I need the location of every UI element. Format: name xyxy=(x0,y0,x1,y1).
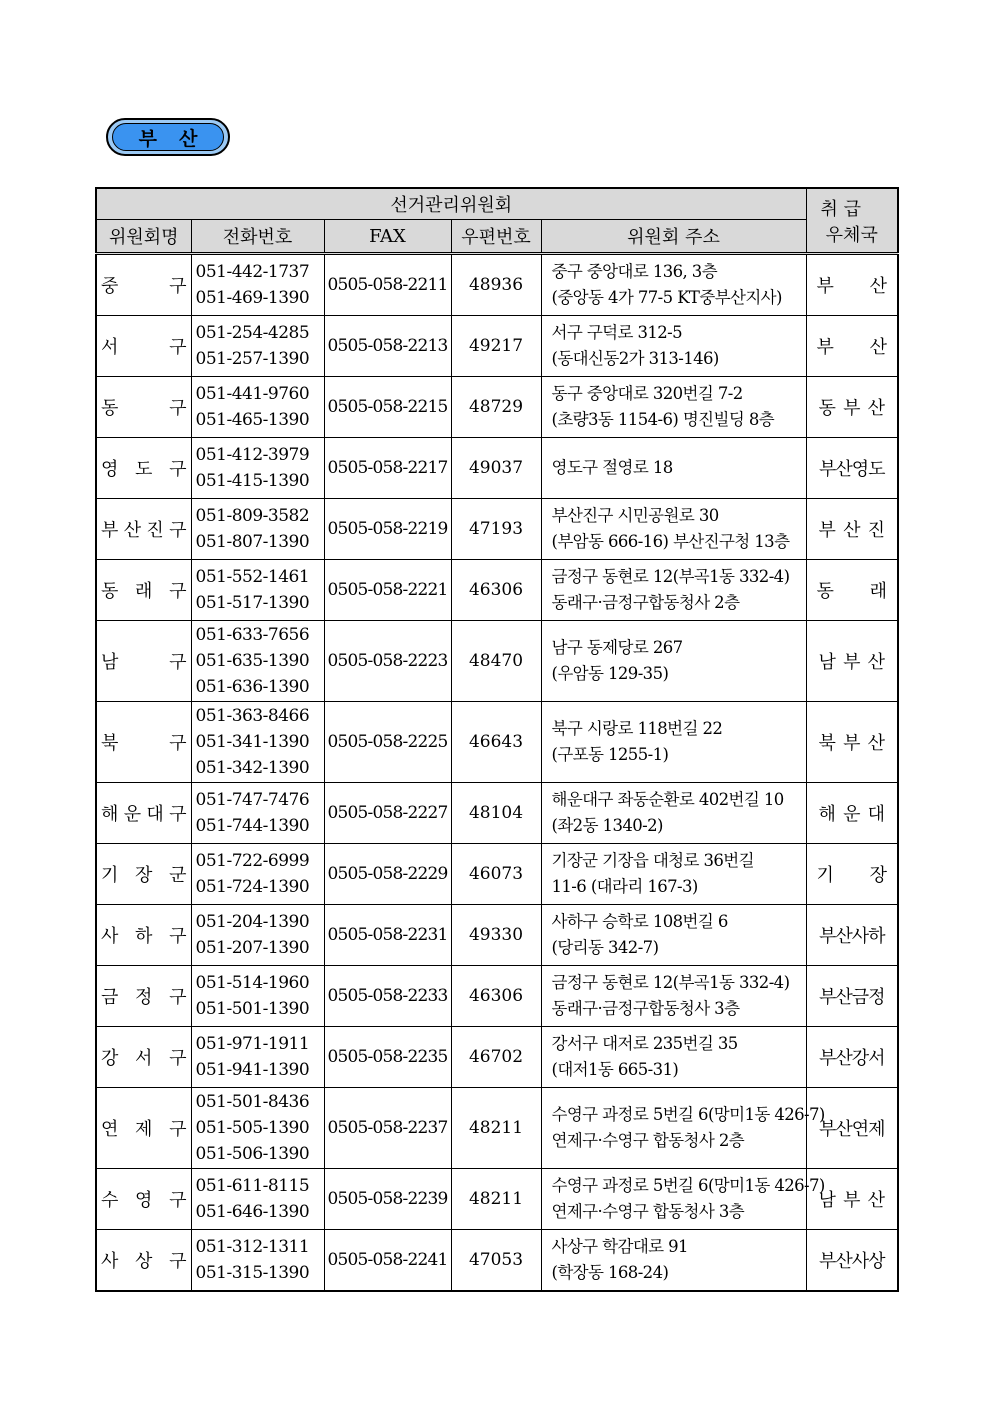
committee-name-char: 동 xyxy=(101,398,119,419)
address-cell xyxy=(541,905,806,966)
zip-cell: 46073 xyxy=(451,844,541,905)
committee-name-char: 구 xyxy=(169,1119,187,1140)
address-line: 사상구 학감대로 91 xyxy=(551,1237,688,1256)
phone-cell xyxy=(191,254,324,316)
post-office-char: 운 xyxy=(843,804,861,825)
address-line: 기장군 기장읍 대청로 36번길 xyxy=(551,851,754,870)
phone-number: 051-744-1390 xyxy=(195,816,310,836)
zip-cell: 46643 xyxy=(451,702,541,783)
phone-cell xyxy=(191,316,324,377)
committee-name-char: 구 xyxy=(169,1190,187,1211)
committee-name-char: 구 xyxy=(169,398,187,419)
committee-name-char: 구 xyxy=(169,733,187,754)
address-line: 금정구 동현로 12(부곡1동 332-4) xyxy=(551,973,790,992)
fax-cell: 0505-058-2219 xyxy=(324,499,451,560)
address-line: 금정구 동현로 12(부곡1동 332-4) xyxy=(551,567,790,586)
phone-number: 051-207-1390 xyxy=(195,938,310,958)
table-row xyxy=(96,316,898,377)
phone-cell xyxy=(191,621,324,702)
address-cell xyxy=(541,1088,825,1169)
zip-cell: 48470 xyxy=(451,621,541,702)
address-line: (당리동 342-7) xyxy=(551,938,659,957)
post-office-char: 산 xyxy=(843,520,861,541)
committee-name-char: 연 xyxy=(101,1119,119,1140)
phone-number: 051-363-8466 xyxy=(195,706,310,726)
zip-cell: 46702 xyxy=(451,1027,541,1088)
table-row xyxy=(96,499,898,560)
address-cell xyxy=(541,316,806,377)
address-line: 북구 시랑로 118번길 22 xyxy=(551,719,723,738)
phone-number: 051-505-1390 xyxy=(195,1118,310,1138)
address-cell xyxy=(541,783,806,844)
committee-name-char: 구 xyxy=(169,520,187,541)
table-row xyxy=(96,905,898,966)
col-header-name: 위원회명 xyxy=(96,220,191,254)
address-line: 동래구·금정구합동청사 3층 xyxy=(551,999,740,1018)
table-row xyxy=(96,621,898,702)
committee-name-char: 도 xyxy=(135,459,153,480)
zip-cell: 49037 xyxy=(451,438,541,499)
committee-name-char: 구 xyxy=(169,926,187,947)
phone-number: 051-442-1737 xyxy=(195,262,310,282)
phone-number: 051-747-7476 xyxy=(195,790,310,810)
zip-cell: 49330 xyxy=(451,905,541,966)
post-office-char: 북 xyxy=(818,733,836,754)
post-office-char: 남 xyxy=(818,652,836,673)
address-cell xyxy=(541,1169,825,1230)
post-office-char: 부산사하 xyxy=(818,926,885,947)
zip-cell: 48936 xyxy=(451,254,541,316)
post-office-cell xyxy=(806,1088,898,1169)
phone-cell xyxy=(191,499,324,560)
post-office-cell xyxy=(806,702,898,783)
table-row xyxy=(96,438,898,499)
phone-number: 051-501-8436 xyxy=(195,1092,310,1112)
table-row xyxy=(96,560,898,621)
fax-cell: 0505-058-2235 xyxy=(324,1027,451,1088)
phone-cell xyxy=(191,783,324,844)
phone-number: 051-517-1390 xyxy=(195,593,310,613)
address-cell xyxy=(541,844,806,905)
address-line: 해운대구 좌동순환로 402번길 10 xyxy=(551,790,784,809)
group-header: 선거관리위원회 xyxy=(96,188,806,220)
address-line: 연제구·수영구 합동청사 2층 xyxy=(551,1131,745,1150)
section-badge xyxy=(106,118,230,156)
fax-cell: 0505-058-2229 xyxy=(324,844,451,905)
committee-name-cell xyxy=(96,783,191,844)
post-office-char: 기 xyxy=(816,865,834,886)
table-row xyxy=(96,254,898,316)
fax-cell: 0505-058-2241 xyxy=(324,1230,451,1292)
election-commission-directory-table xyxy=(95,187,899,1292)
phone-number: 051-724-1390 xyxy=(195,877,310,897)
committee-name-cell xyxy=(96,1088,191,1169)
address-line: (동대신동2가 313-146) xyxy=(551,349,719,368)
fax-cell: 0505-058-2223 xyxy=(324,621,451,702)
address-line: 중구 중앙대로 136, 3층 xyxy=(551,262,718,281)
post-office-cell xyxy=(806,905,898,966)
col-header-zip: 우편번호 xyxy=(451,220,541,254)
phone-number: 051-633-7656 xyxy=(195,625,310,645)
committee-name-char: 남 xyxy=(101,652,119,673)
committee-name-char: 구 xyxy=(169,337,187,358)
phone-number: 051-341-1390 xyxy=(195,732,310,752)
committee-name-cell xyxy=(96,966,191,1027)
address-cell xyxy=(541,966,806,1027)
zip-cell: 47193 xyxy=(451,499,541,560)
post-office-char: 산 xyxy=(869,276,888,297)
post-office-cell xyxy=(806,499,898,560)
committee-name-char: 상 xyxy=(135,1251,153,1272)
fax-cell: 0505-058-2213 xyxy=(324,316,451,377)
address-cell xyxy=(541,438,806,499)
committee-name-char: 래 xyxy=(135,581,153,602)
address-cell xyxy=(541,621,806,702)
phone-number: 051-254-4285 xyxy=(195,323,310,343)
committee-name-cell xyxy=(96,316,191,377)
committee-name-cell xyxy=(96,1169,191,1230)
post-office-cell xyxy=(806,560,898,621)
phone-cell xyxy=(191,1027,324,1088)
post-office-char: 부 xyxy=(843,1190,861,1211)
fax-cell: 0505-058-2227 xyxy=(324,783,451,844)
post-office-char: 해 xyxy=(818,804,836,825)
table-row xyxy=(96,377,898,438)
committee-name-char: 장 xyxy=(135,865,153,886)
committee-name-cell xyxy=(96,254,191,316)
committee-name-char: 사 xyxy=(101,1251,119,1272)
table-row xyxy=(96,1027,898,1088)
post-office-cell xyxy=(806,377,898,438)
address-cell xyxy=(541,560,806,621)
phone-cell xyxy=(191,438,324,499)
table-row xyxy=(96,702,898,783)
post-office-char: 부 xyxy=(816,276,834,297)
committee-name-char: 진 xyxy=(146,520,164,541)
committee-name-cell xyxy=(96,438,191,499)
committee-name-char: 중 xyxy=(101,276,119,297)
phone-number: 051-312-1311 xyxy=(195,1237,310,1257)
fax-cell: 0505-058-2233 xyxy=(324,966,451,1027)
committee-name-char: 사 xyxy=(101,926,119,947)
zip-cell: 46306 xyxy=(451,560,541,621)
phone-cell xyxy=(191,702,324,783)
address-cell xyxy=(541,702,806,783)
phone-number: 051-415-1390 xyxy=(195,471,310,491)
phone-cell xyxy=(191,966,324,1027)
address-line: 동래구·금정구합동청사 2층 xyxy=(551,593,740,612)
phone-cell xyxy=(191,560,324,621)
committee-name-cell xyxy=(96,621,191,702)
address-line: 남구 동제당로 267 xyxy=(551,638,683,657)
committee-name-char: 구 xyxy=(169,459,187,480)
post-office-cell xyxy=(806,844,898,905)
committee-name-char: 영 xyxy=(101,459,119,480)
section-badge-label: 부산 xyxy=(112,123,224,151)
committee-name-char: 동 xyxy=(101,581,119,602)
committee-name-cell xyxy=(96,844,191,905)
post-office-cell xyxy=(806,783,898,844)
phone-number: 051-257-1390 xyxy=(195,349,310,369)
committee-name-char: 구 xyxy=(169,1251,187,1272)
table-row xyxy=(96,1088,898,1169)
postal-header-line1: 취 급 xyxy=(820,198,862,220)
committee-name-char: 구 xyxy=(169,804,187,825)
committee-name-cell xyxy=(96,499,191,560)
committee-name-cell xyxy=(96,1027,191,1088)
address-line: 11-6 (대라리 167-3) xyxy=(551,877,698,896)
zip-cell: 47053 xyxy=(451,1230,541,1292)
post-office-char: 부 xyxy=(843,652,861,673)
committee-name-cell xyxy=(96,560,191,621)
zip-cell: 46306 xyxy=(451,966,541,1027)
address-cell xyxy=(541,1027,806,1088)
committee-name-char: 구 xyxy=(169,1048,187,1069)
phone-cell xyxy=(191,377,324,438)
committee-name-char: 서 xyxy=(101,337,119,358)
table-row xyxy=(96,1169,898,1230)
address-line: (좌2동 1340-2) xyxy=(551,816,663,835)
phone-number: 051-635-1390 xyxy=(195,651,310,671)
phone-number: 051-807-1390 xyxy=(195,532,310,552)
committee-name-char: 군 xyxy=(169,865,187,886)
post-office-char: 진 xyxy=(867,520,885,541)
phone-cell xyxy=(191,1169,324,1230)
address-line: 연제구·수영구 합동청사 3층 xyxy=(551,1202,745,1221)
post-office-char: 동 xyxy=(818,398,836,419)
address-cell xyxy=(541,499,806,560)
post-office-char: 부산연제 xyxy=(818,1119,885,1140)
post-office-cell xyxy=(806,621,898,702)
post-office-cell xyxy=(806,254,898,316)
fax-cell: 0505-058-2211 xyxy=(324,254,451,316)
committee-name-char: 구 xyxy=(169,652,187,673)
committee-name-cell xyxy=(96,905,191,966)
phone-number: 051-809-3582 xyxy=(195,506,310,526)
phone-cell xyxy=(191,905,324,966)
post-office-char: 부 xyxy=(843,733,861,754)
address-line: 서구 구덕로 312-5 xyxy=(551,323,683,342)
phone-number: 051-441-9760 xyxy=(195,384,310,404)
committee-name-char: 기 xyxy=(101,865,119,886)
phone-number: 051-412-3979 xyxy=(195,445,310,465)
phone-number: 051-971-1911 xyxy=(195,1034,310,1054)
post-office-char: 부산금정 xyxy=(818,987,885,1008)
address-line: 강서구 대저로 235번길 35 xyxy=(551,1034,738,1053)
address-line: 부산진구 시민공원로 30 xyxy=(551,506,719,525)
committee-name-char: 금 xyxy=(101,987,119,1008)
zip-cell: 48211 xyxy=(451,1169,541,1230)
post-office-cell xyxy=(806,1027,898,1088)
address-line: 영도구 절영로 18 xyxy=(551,458,673,477)
address-line: (대저1동 665-31) xyxy=(551,1060,679,1079)
address-line: 동구 중앙대로 320번길 7-2 xyxy=(551,384,743,403)
phone-cell xyxy=(191,1230,324,1292)
committee-name-char: 서 xyxy=(135,1048,153,1069)
post-office-char: 산 xyxy=(867,398,885,419)
fax-cell: 0505-058-2217 xyxy=(324,438,451,499)
post-office-char: 부산사상 xyxy=(818,1251,885,1272)
phone-number: 051-315-1390 xyxy=(195,1263,310,1283)
address-line: 수영구 과정로 5번길 6(망미1동 426-7) xyxy=(551,1176,825,1195)
address-cell xyxy=(541,254,806,316)
committee-name-cell xyxy=(96,702,191,783)
committee-name-char: 부 xyxy=(101,520,119,541)
zip-cell: 48729 xyxy=(451,377,541,438)
col-header-address: 위원회 주소 xyxy=(541,220,806,254)
phone-number: 051-722-6999 xyxy=(195,851,310,871)
phone-number: 051-501-1390 xyxy=(195,999,310,1019)
address-line: (초량3동 1154-6) 명진빌딩 8층 xyxy=(551,410,775,429)
fax-cell: 0505-058-2215 xyxy=(324,377,451,438)
address-line: 사하구 승학로 108번길 6 xyxy=(551,912,728,931)
committee-name-char: 구 xyxy=(169,276,187,297)
committee-name-cell xyxy=(96,1230,191,1292)
committee-name-char: 대 xyxy=(146,804,164,825)
post-office-char: 부산강서 xyxy=(818,1048,885,1069)
phone-number: 051-506-1390 xyxy=(195,1144,310,1164)
table-row xyxy=(96,783,898,844)
col-header-phone: 전화번호 xyxy=(191,220,324,254)
committee-name-char: 구 xyxy=(169,987,187,1008)
post-office-char: 부산영도 xyxy=(818,459,885,480)
address-cell xyxy=(541,377,806,438)
table-row xyxy=(96,966,898,1027)
committee-name-char: 해 xyxy=(101,804,119,825)
phone-number: 051-646-1390 xyxy=(195,1202,310,1222)
post-office-char: 대 xyxy=(867,804,885,825)
committee-name-char: 수 xyxy=(101,1190,119,1211)
table-row xyxy=(96,844,898,905)
phone-cell xyxy=(191,844,324,905)
committee-name-char: 강 xyxy=(101,1048,119,1069)
committee-name-char: 구 xyxy=(169,581,187,602)
post-office-char: 장 xyxy=(869,865,888,886)
post-office-char: 동 xyxy=(816,581,834,602)
phone-number: 051-465-1390 xyxy=(195,410,310,430)
phone-number: 051-514-1960 xyxy=(195,973,310,993)
post-office-char: 남 xyxy=(818,1190,836,1211)
post-office-char: 부 xyxy=(818,520,836,541)
fax-cell: 0505-058-2221 xyxy=(324,560,451,621)
phone-cell xyxy=(191,1088,324,1169)
committee-name-char: 영 xyxy=(135,1190,153,1211)
phone-number: 051-636-1390 xyxy=(195,677,310,697)
zip-cell: 48211 xyxy=(451,1088,541,1169)
postal-header-line2: 우체국 xyxy=(825,224,878,246)
address-line: (부암동 666-16) 부산진구청 13층 xyxy=(551,532,790,551)
fax-cell: 0505-058-2237 xyxy=(324,1088,451,1169)
post-office-char: 래 xyxy=(869,581,888,602)
table-row xyxy=(96,1230,898,1292)
fax-cell: 0505-058-2231 xyxy=(324,905,451,966)
post-office-char: 산 xyxy=(867,1190,885,1211)
committee-name-char: 산 xyxy=(123,520,142,541)
post-office-char: 부 xyxy=(843,398,861,419)
post-office-char: 산 xyxy=(869,337,888,358)
committee-name-char: 제 xyxy=(135,1119,153,1140)
post-office-char: 부 xyxy=(816,337,834,358)
post-office-char: 산 xyxy=(867,733,885,754)
fax-cell: 0505-058-2239 xyxy=(324,1169,451,1230)
address-cell xyxy=(541,1230,806,1292)
address-line: (구포동 1255-1) xyxy=(551,745,669,764)
committee-name-cell xyxy=(96,377,191,438)
post-office-cell xyxy=(806,438,898,499)
fax-cell: 0505-058-2225 xyxy=(324,702,451,783)
phone-number: 051-941-1390 xyxy=(195,1060,310,1080)
phone-number: 051-469-1390 xyxy=(195,288,310,308)
col-header-fax: FAX xyxy=(324,220,451,254)
committee-name-char: 운 xyxy=(123,804,142,825)
committee-name-char: 정 xyxy=(135,987,153,1008)
address-line: 수영구 과정로 5번길 6(망미1동 426-7) xyxy=(551,1105,825,1124)
phone-number: 051-204-1390 xyxy=(195,912,310,932)
zip-cell: 49217 xyxy=(451,316,541,377)
post-office-char: 산 xyxy=(867,652,885,673)
phone-number: 051-611-8115 xyxy=(195,1176,310,1196)
zip-cell: 48104 xyxy=(451,783,541,844)
post-office-cell xyxy=(806,316,898,377)
post-office-cell xyxy=(806,966,898,1027)
address-line: (우암동 129-35) xyxy=(551,664,669,683)
committee-name-char: 북 xyxy=(101,733,119,754)
phone-number: 051-342-1390 xyxy=(195,758,310,778)
phone-number: 051-552-1461 xyxy=(195,567,310,587)
postal-header xyxy=(806,188,898,254)
address-line: (중앙동 4가 77-5 KT중부산지사) xyxy=(551,288,782,307)
address-line: (학장동 168-24) xyxy=(551,1263,669,1282)
post-office-cell xyxy=(806,1230,898,1292)
committee-name-char: 하 xyxy=(135,926,153,947)
